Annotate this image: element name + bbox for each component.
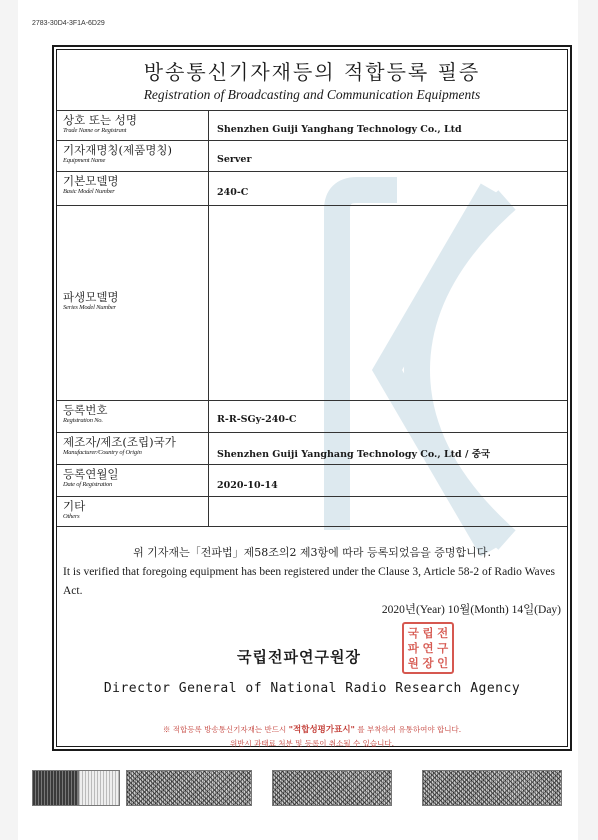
notice-line-2: 위반시 과태료 처분 및 등록이 취소될 수 있습니다. (230, 739, 394, 748)
field-label-korean: 기자재명칭(제품명칭) (63, 143, 172, 157)
certification-statement-english: It is verified that foregoing equipment has been registered under the Clause 3, Article 58-2 of Radio Waves Act. (63, 566, 555, 597)
field-label-korean: 등록연월일 (63, 467, 119, 481)
field-label-english: Equipment Name (63, 157, 106, 164)
field-row (57, 171, 567, 205)
field-label-english: Registration No. (63, 417, 103, 424)
notice-emphasis: "적합성평가표시" (288, 725, 355, 735)
field-label (57, 111, 209, 140)
notice-suffix: 를 부착하여 유통하여야 합니다. (357, 725, 462, 734)
field-value: 2020-10-14 (217, 480, 278, 491)
field-label-english: Manufacturer/Country of Origin (63, 449, 142, 456)
field-label (57, 401, 209, 432)
field-label-english: Series Model Number (63, 304, 116, 311)
field-label-korean: 파생모델명 (63, 290, 119, 304)
seal-character: 국 (407, 626, 419, 641)
title-korean: 방송통신기자재등의 적합등록 필증 (143, 60, 481, 84)
field-label-korean: 등록번호 (63, 403, 108, 417)
field-row (57, 110, 567, 140)
field-row (57, 432, 567, 464)
field-row (57, 496, 567, 526)
seal-character: 전 (437, 626, 449, 641)
barcode-block (272, 770, 392, 806)
barcode-block (126, 770, 252, 806)
director-title: Director General of National Radio Research Agency (103, 681, 521, 696)
field-row (57, 464, 567, 496)
official-seal-icon (402, 622, 454, 674)
barcode-block (32, 770, 78, 806)
issuer-korean: 국립전파연구원장 (237, 648, 361, 666)
field-label-english: Trade Name or Registrant (63, 127, 127, 134)
field-label-korean: 기타 (63, 499, 86, 513)
field-label (57, 433, 209, 464)
field-label-english: Basic Model Number (63, 188, 115, 195)
field-label-english: Others (63, 513, 80, 520)
field-label-korean: 제조자/제조(조립)국가 (63, 435, 176, 449)
field-label (57, 206, 209, 400)
seal-character: 장 (422, 655, 434, 670)
document-id: 2783-30D4-3F1A-6D29 (32, 20, 105, 27)
field-label-korean: 상호 또는 성명 (63, 113, 137, 127)
field-label (57, 497, 209, 526)
seal-character: 파 (407, 640, 419, 655)
field-label (57, 141, 209, 171)
field-label-english: Date of Registration (63, 481, 113, 488)
issue-date: 2020년(Year) 10월(Month) 14일(Day) (381, 604, 561, 616)
field-label-korean: 기본모델명 (63, 174, 119, 188)
field-row (57, 140, 567, 171)
seal-character: 원 (407, 655, 419, 670)
certificate-inner-frame (56, 49, 568, 747)
barcode-block (422, 770, 562, 806)
seal-character: 립 (422, 626, 434, 641)
barcode-block (78, 770, 120, 806)
seal-character: 인 (437, 655, 449, 670)
table-bottom-rule (57, 526, 567, 527)
notice-prefix: ※ 적합등록 방송통신기자재는 반드시 (162, 725, 287, 734)
seal-character: 연 (422, 640, 434, 655)
field-row (57, 205, 567, 400)
certification-statement-korean: 위 기자재는「전파법」제58조의2 제3항에 따라 등록되었음을 증명합니다. (133, 546, 491, 559)
field-value: Server (217, 154, 252, 165)
title-english: Registration of Broadcasting and Communication Equipments (143, 87, 481, 102)
field-row (57, 400, 567, 432)
notice-line-1 (57, 723, 567, 735)
certificate-frame (52, 45, 572, 751)
field-value: Shenzhen Guiji Yanghang Technology Co., Ltd / 중국 (217, 449, 491, 460)
certificate-page (18, 0, 578, 840)
field-label (57, 465, 209, 496)
field-value: Shenzhen Guiji Yanghang Technology Co., Ltd (217, 124, 462, 135)
field-label (57, 172, 209, 205)
field-value: R-R-SGy-240-C (217, 414, 297, 425)
barcode-strip (32, 770, 562, 806)
seal-character: 구 (437, 640, 449, 655)
field-value: 240-C (217, 187, 249, 198)
